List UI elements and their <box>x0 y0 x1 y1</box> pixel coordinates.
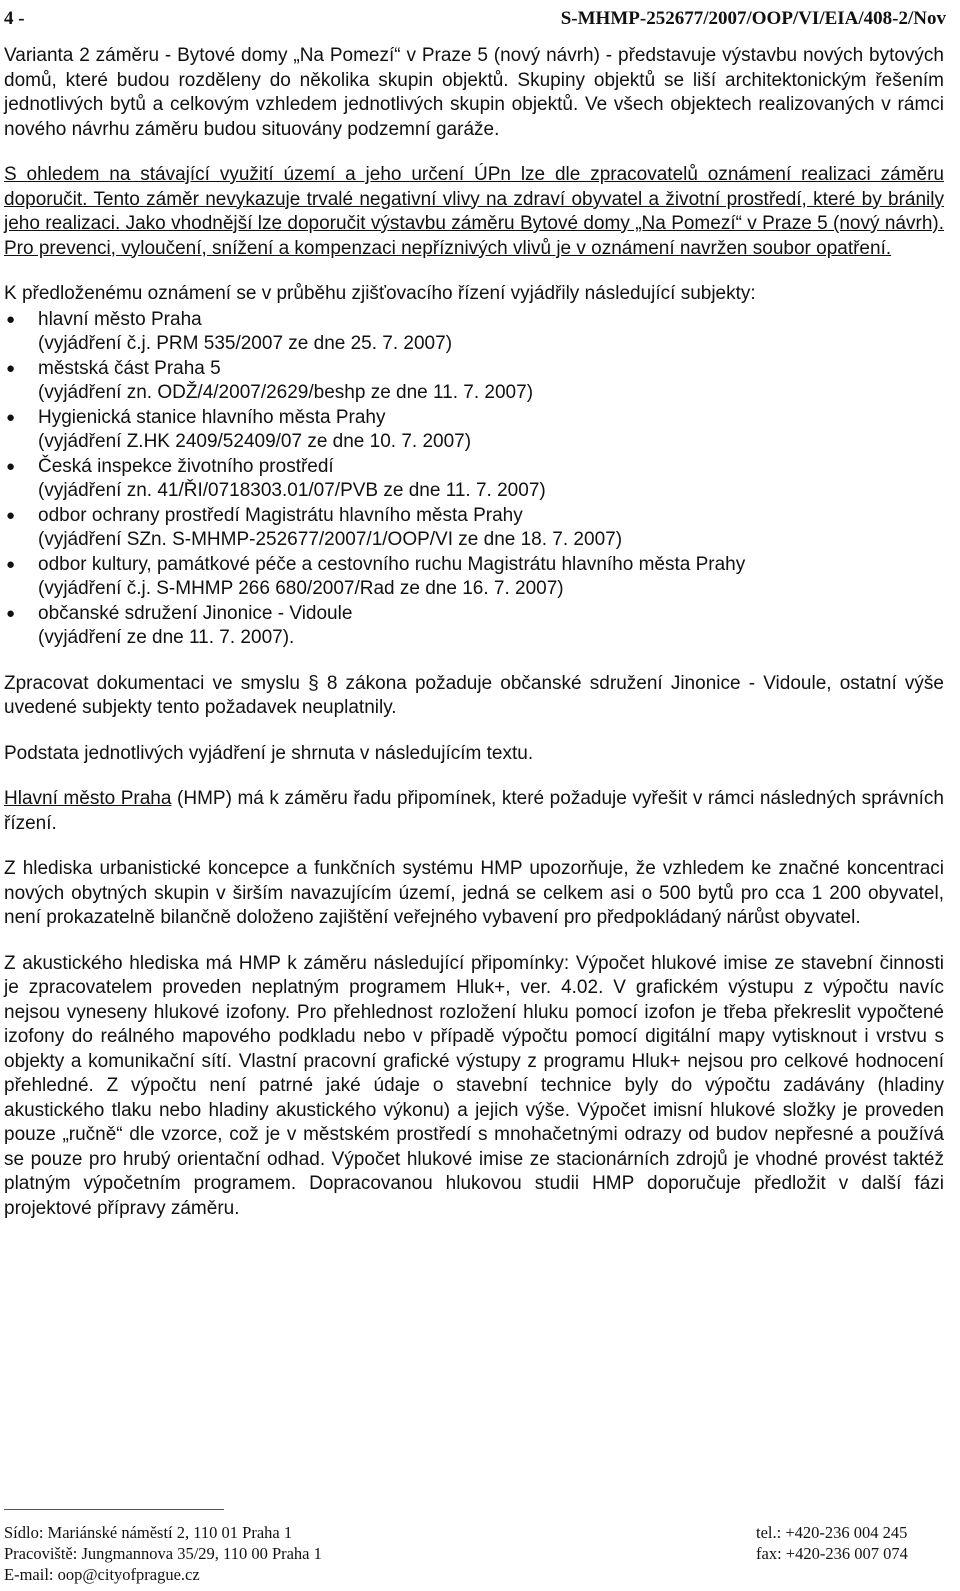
paragraph-documentation-request: Zpracovat dokumentaci ve smyslu § 8 zákona požaduje občanské sdružení Jinonice - Vidoule, ostatní výše uvedené subjekty tento požadavek neuplatnily. <box>4 672 944 718</box>
footer-seat-address: Sídlo: Mariánské náměstí 2, 110 01 Praha 1 <box>4 1523 293 1542</box>
hmp-heading-link: Hlavní město Praha <box>4 788 172 809</box>
paragraph-acoustics: Z akustického hlediska má HMP k záměru následující připomínky: Výpočet hlukové imise ze stavební činnosti je zpracovatelem proveden neplatným programem Hluk+, ver. 4.02. V grafickém výstupu z výpočtu navíc nejsou vyneseny hlukové izofony. Pro přehlednost rozložení hluku pomocí izofon je třeba překreslit vypočtené izofony do reálného mapového podkladu nebo v případě výpočtu pomocí digitální mapy vytisknout i vrstvu s objekty a komunikační sítí. Vlastní pracovní grafické výstupy z programu Hluk+ nejsou pro celkové hodnocení přehledné. Z výpočtu není patrné jaké údaje o stavební technice byly do výpočtu zadávány (hladiny akustického tlaku nebo hladiny akustického výkonu) a jejich výše. Výpočet imisní hlukové složky je proveden pouze „ručně“ dle vzorce, což je v městském prostředí s mnohačetnými odrazy od budov nepřesné a používá se pouze pro hrubý orientační odhad. Výpočet hlukové imise ze stacionárních zdrojů je vhodné provést taktéž platným výpočetním programem. Dopracovanou hlukovou studii HMP doporučuje předložit v další fázi projektové přípravy záměru. <box>4 952 944 1219</box>
document-body <box>4 44 944 1242</box>
subject-item <box>4 504 944 553</box>
page-number: 4 - <box>4 8 25 29</box>
bullet-icon: ● <box>6 310 16 328</box>
bullet-icon: ● <box>6 359 16 377</box>
subject-reference: (vyjádření ze dne 11. 7. 2007). <box>38 627 295 648</box>
document-reference: S-MHMP-252677/2007/OOP/VI/EIA/408-2/Nov <box>560 8 946 29</box>
page-header <box>4 8 946 38</box>
footer-row-2 <box>4 1543 946 1564</box>
subject-item <box>4 602 944 651</box>
bullet-icon: ● <box>6 604 16 622</box>
paragraph-recommendation: S ohledem na stávající využití území a jeho určení ÚPn lze dle zpracovatelů oznámení realizaci záměru doporučit. Tento záměr nevykazuje trvalé negativní vlivy na zdraví obyvatel a životní prostředí, které by bránily jeho realizaci. Jako vhodnější lze doporučit výstavbu záměru Bytové domy „Na Pomezí“ v Praze 5 (nový návrh). Pro prevenci, vyloučení, snížení a kompenzaci nepříznivých vlivů je v oznámení navržen soubor opatření. <box>4 164 944 259</box>
bullet-icon: ● <box>6 555 16 573</box>
paragraph-subjects-intro: K předloženému oznámení se v průběhu zjišťovacího řízení vyjádřily následující subjekty: <box>4 283 756 304</box>
subject-name: odbor kultury, památkové péče a cestovního ruchu Magistrátu hlavního města Prahy <box>38 553 746 575</box>
footer-fax: fax: +420-236 007 074 <box>756 1544 908 1563</box>
subject-reference: (vyjádření SZn. S-MHMP-252677/2007/1/OOP/VI ze dne 18. 7. 2007) <box>38 529 623 550</box>
subject-name: městská část Praha 5 <box>38 357 221 379</box>
subject-reference: (vyjádření zn. 41/ŘI/0718303.01/07/PVB ze dne 11. 7. 2007) <box>38 480 546 501</box>
subject-name: odbor ochrany prostředí Magistrátu hlavního města Prahy <box>38 504 523 526</box>
subject-item <box>4 455 944 504</box>
subject-reference: (vyjádření č.j. S-MHMP 266 680/2007/Rad ze dne 16. 7. 2007) <box>38 578 564 599</box>
paragraph-urbanism: Z hlediska urbanistické koncepce a funkčních systému HMP upozorňuje, že vzhledem ke značné koncentraci nových obytných skupin v širším navazujícím území, jedná se celkem asi o 500 bytů pro cca 1 200 obyvatel, není prokazatelně bilančně doloženo zajištění veřejného vybavení pro předpokládaný nárůst obyvatel. <box>4 858 944 928</box>
bullet-icon: ● <box>6 506 16 524</box>
footer-workplace-address: Pracoviště: Jungmannova 35/29, 110 00 Praha 1 <box>4 1544 322 1563</box>
paragraph-variant-2: Varianta 2 záměru - Bytové domy „Na Pomezí“ v Praze 5 (nový návrh) - představuje výstavbu nových bytových domů, které budou rozděleny do několika skupin objektů. Skupiny objektů se liší architektonickým řešením jednotlivých bytů a celkovým vzhledem jednotlivých skupin objektů. Ve všech objektech realizovaných v rámci nového návrhu záměru budou situovány podzemní garáže. <box>4 45 944 140</box>
footer-divider <box>4 1509 224 1510</box>
footer-row-3 <box>4 1564 946 1585</box>
subject-name: občanské sdružení Jinonice - Vidoule <box>38 602 353 624</box>
subject-name: Česká inspekce životního prostředí <box>38 455 334 477</box>
subject-reference: (vyjádření zn. ODŽ/4/2007/2629/beshp ze dne 11. 7. 2007) <box>38 382 534 403</box>
subject-name: hlavní město Praha <box>38 308 202 330</box>
footer-email: E-mail: oop@cityofprague.cz <box>4 1565 200 1584</box>
subject-item <box>4 357 944 406</box>
footer-row-1 <box>4 1522 946 1543</box>
subject-name: Hygienická stanice hlavního města Prahy <box>38 406 386 428</box>
subject-reference: (vyjádření Z.HK 2409/52409/07 ze dne 10. 7. 2007) <box>38 431 472 452</box>
subject-item <box>4 308 944 357</box>
page-footer <box>4 1509 946 1585</box>
bullet-icon: ● <box>6 457 16 475</box>
hmp-intro-text: (HMP) má k záměru řadu připomínek, které požaduje vyřešit v rámci následných správních řízení. <box>4 788 944 834</box>
bullet-icon: ● <box>6 408 16 426</box>
paragraph-hmp-intro <box>4 787 944 836</box>
subject-item <box>4 406 944 455</box>
subject-reference: (vyjádření č.j. PRM 535/2007 ze dne 25. 7. 2007) <box>38 333 453 354</box>
subjects-list <box>4 308 944 651</box>
footer-phone: tel.: +420-236 004 245 <box>756 1523 908 1542</box>
subject-item <box>4 553 944 602</box>
paragraph-summary-note: Podstata jednotlivých vyjádření je shrnuta v následujícím textu. <box>4 742 534 764</box>
